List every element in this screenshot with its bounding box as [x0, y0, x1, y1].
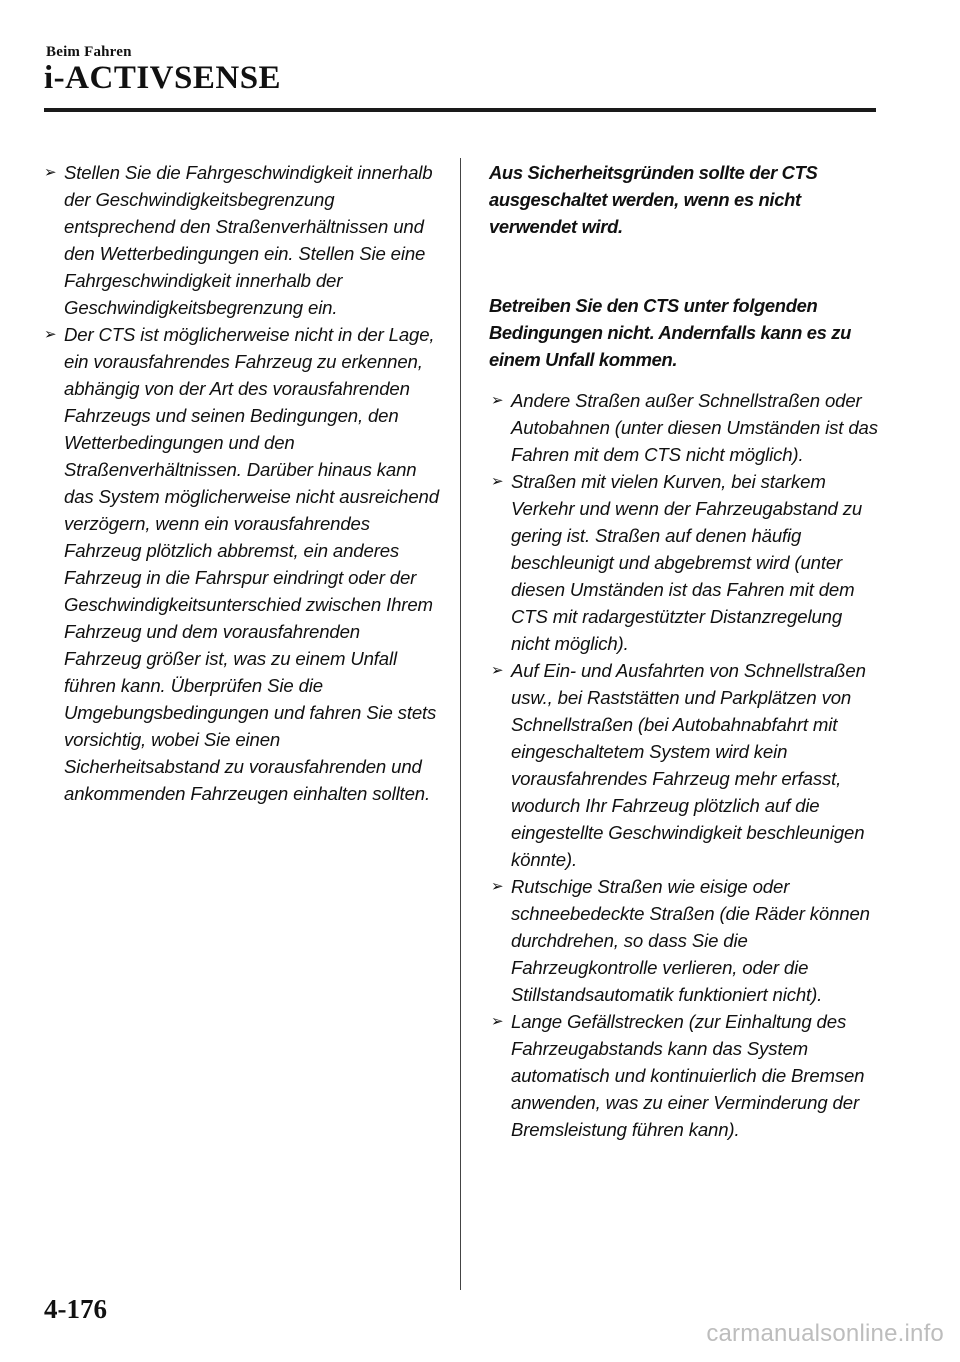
arrow-bullet-icon: ➢: [491, 473, 504, 490]
section-label: Beim Fahren: [46, 44, 132, 60]
warning-text-switch-off: Aus Sicherheitsgründen sollte der CTS ausgeschaltet werden, wenn es nicht verwendet wird.: [489, 162, 818, 237]
list-item-text: Lange Gefällstrecken (zur Einhaltung des Fahrzeugabstands kann das System automatisch und kontinuierlich die Bremsen anwenden, was zu einer Verminderung der Bremsleistung führen kann).: [511, 1011, 865, 1140]
right-bullet-list: [491, 387, 881, 1143]
list-item: [491, 387, 881, 468]
list-item-text: Stellen Sie die Fahrgeschwindigkeit innerhalb der Geschwindigkeitsbegrenzung entsprechend den Straßenverhältnissen und den Wetterbedingungen ein. Stellen Sie eine Fahrgeschwindigkeit innerhalb der Geschwindigkeitsbegrenzung ein.: [64, 162, 433, 318]
arrow-bullet-icon: ➢: [491, 392, 504, 409]
arrow-bullet-icon: ➢: [44, 164, 57, 181]
arrow-bullet-icon: ➢: [491, 662, 504, 679]
list-item-text: Der CTS ist möglicherweise nicht in der Lage, ein vorausfahrendes Fahrzeug zu erkennen, abhängig von der Art des vorausfahrenden Fahrzeugs und seinen Bedingungen, den Wetterbedingungen und den Straßenverhältnissen. Darüber hinaus kann das System möglicherweise nicht ausreichend verzögern, wenn ein vorausfahrendes Fahrzeug plötzlich abbremst, ein anderes Fahrzeug in die Fahrspur eindringt oder der Geschwindigkeitsunterschied zwischen Ihrem Fahrzeug und dem vorausfahrenden Fahrzeug größer ist, was zu einem Unfall führen kann. Überprüfen Sie die Umgebungsbedingungen und fahren Sie stets vorsichtig, wobei Sie einen Sicherheitsabstand zu vorausfahrenden und ankommenden Fahrzeugen einhalten sollten.: [64, 324, 439, 804]
list-item-text: Straßen mit vielen Kurven, bei starkem Verkehr und wenn der Fahrzeugabstand zu gering ist. Straßen auf denen häufig beschleunigt und abgebremst wird (unter diesen Umständen ist das Fahren mit dem CTS mit radargestützter Distanzregelung nicht möglich).: [511, 471, 863, 654]
column-divider: [460, 158, 461, 1290]
list-item: [44, 159, 440, 321]
watermark: carmanualsonline.info: [706, 1320, 944, 1347]
right-column: [489, 159, 881, 1143]
left-bullet-list: [44, 159, 440, 807]
chapter-title: i-ACTIVSENSE: [44, 60, 282, 96]
list-item: [491, 1008, 881, 1143]
warning-text-conditions: Betreiben Sie den CTS unter folgenden Bedingungen nicht. Andernfalls kann es zu einem Unfall kommen.: [489, 295, 852, 370]
list-item-text: Andere Straßen außer Schnellstraßen oder Autobahnen (unter diesen Umständen ist das Fahren mit dem CTS nicht möglich).: [511, 390, 878, 465]
list-item-text: Rutschige Straßen wie eisige oder schneebedeckte Straßen (die Räder können durchdrehen, so dass Sie die Fahrzeugkontrolle verlieren, oder die Stillstandsautomatik funktioniert nicht).: [511, 876, 870, 1005]
list-item: [491, 657, 881, 873]
arrow-bullet-icon: ➢: [491, 878, 504, 895]
left-column: [44, 159, 440, 807]
list-item-text: Auf Ein- und Ausfahrten von Schnellstraßen usw., bei Raststätten und Parkplätzen von Schnellstraßen (bei Autobahnabfahrt mit eingeschaltetem System wird kein vorausfahrendes Fahrzeug mehr erfasst, wodurch Ihr Fahrzeug plötzlich auf die eingestellte Geschwindigkeit beschleunigen könnte).: [511, 660, 866, 870]
list-item: [44, 321, 440, 807]
list-item: [491, 468, 881, 657]
arrow-bullet-icon: ➢: [44, 326, 57, 343]
arrow-bullet-icon: ➢: [491, 1013, 504, 1030]
list-item: [491, 873, 881, 1008]
header-rule: [44, 108, 876, 112]
page-number: 4-176: [44, 1294, 107, 1324]
